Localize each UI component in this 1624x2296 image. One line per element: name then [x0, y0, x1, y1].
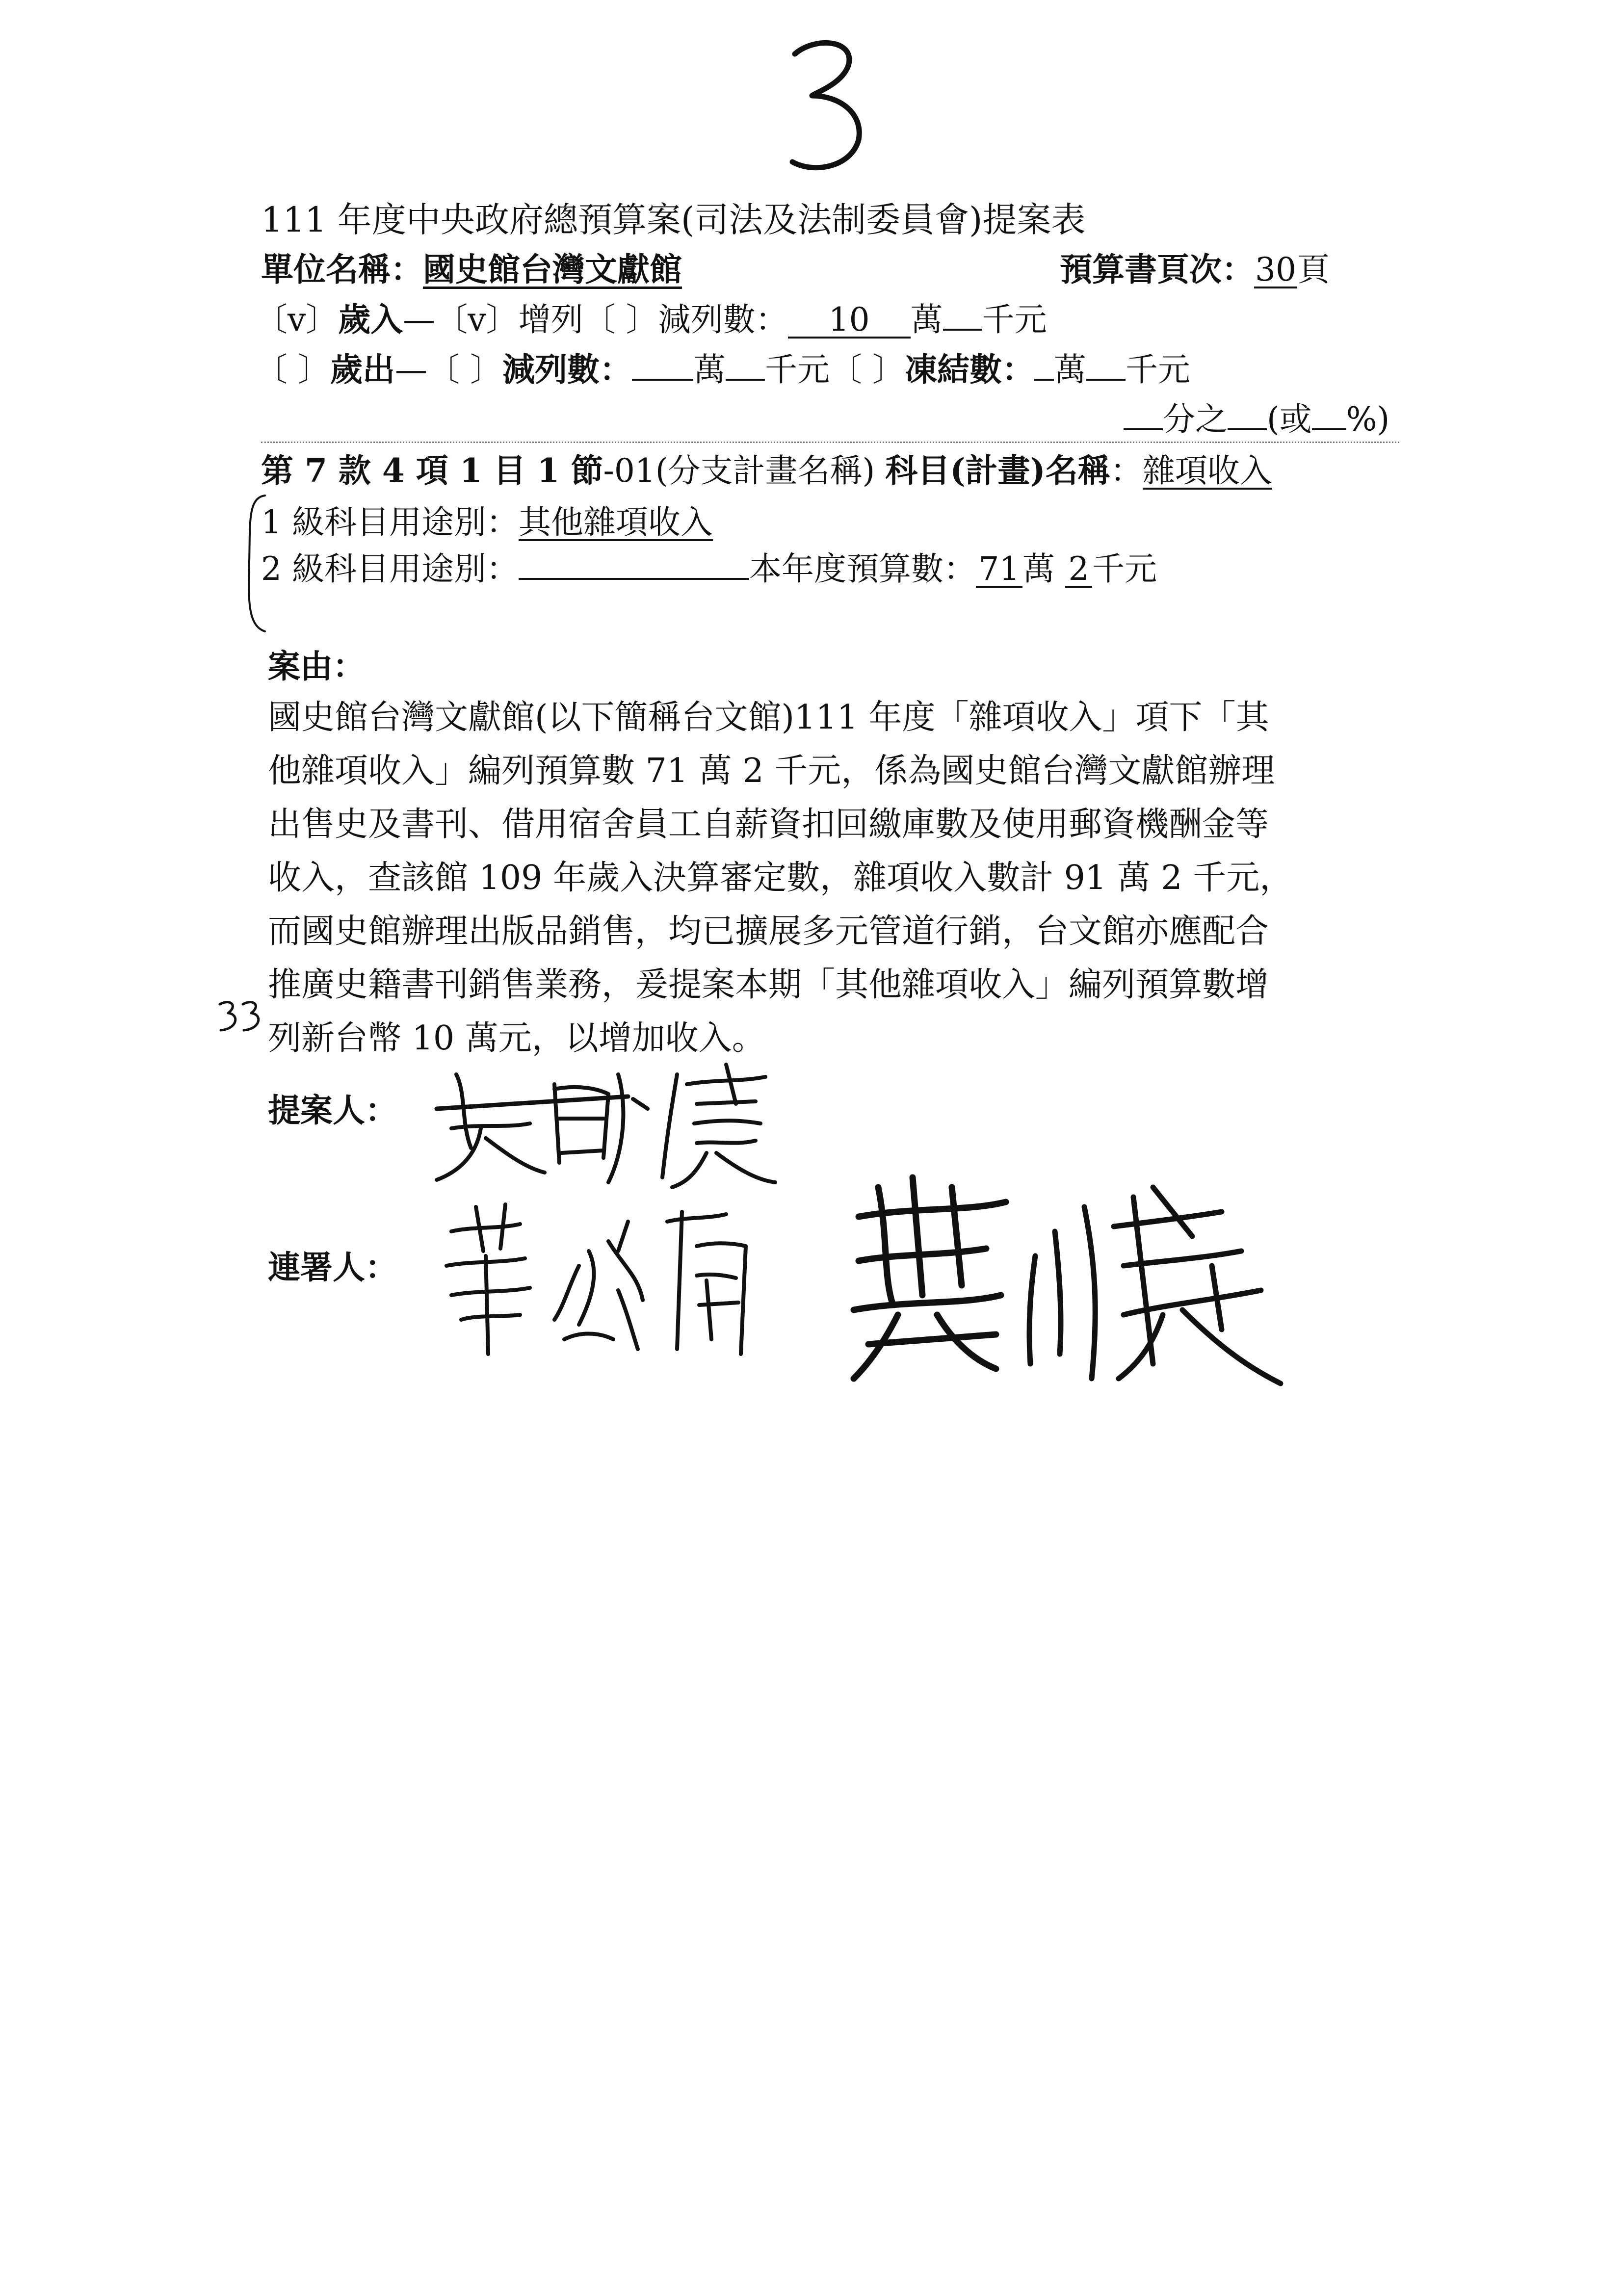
expense-decrease-label: 減列數： — [502, 350, 632, 389]
account-line — [261, 451, 1272, 490]
reason-heading: 案由： — [268, 647, 365, 685]
budget-label: 本年度預算數： — [749, 550, 976, 588]
reason-line: 收入，查該館 109 年歲入決算審定數，雜項收入數計 91 萬 2 千元， — [268, 859, 1293, 897]
freeze-checkbox: 〔 〕 — [829, 351, 905, 389]
fraction-label: 分之 — [1163, 400, 1228, 438]
percent-blank — [1312, 428, 1346, 430]
cosigner-signature-2 — [839, 1168, 1305, 1403]
budget-page-label: 預算書頁次： — [1060, 250, 1254, 288]
budget-qian-unit: 千元 — [1092, 550, 1157, 588]
freeze-qian-unit: 千元 — [1125, 351, 1190, 389]
freeze-qian-blank — [1086, 379, 1126, 381]
revenue-dash: — — [403, 301, 436, 339]
level2-line — [261, 552, 1157, 588]
unit-name: 國史館台灣文獻館 — [423, 250, 682, 288]
subject-label: 科目(計畫)名稱 — [885, 451, 1110, 490]
expense-checkbox: 〔 〕 — [255, 351, 330, 389]
level1-line — [261, 505, 713, 541]
percent-label: %) — [1346, 400, 1390, 438]
increase-label: 增列 — [518, 301, 583, 339]
account-code: -01(分支計畫名稱) — [603, 452, 875, 490]
unit-label: 單位名稱： — [261, 250, 423, 288]
handwritten-margin-note — [216, 998, 270, 1038]
subject-colon: ： — [1110, 452, 1143, 490]
reason-line: 列新台幣 10 萬元，以增加收入。 — [268, 1019, 765, 1058]
fraction-denominator-blank — [1228, 428, 1267, 430]
level2-value-blank — [519, 578, 749, 580]
budget-page-suffix: 頁 — [1297, 251, 1330, 288]
expense-line — [255, 350, 1190, 389]
fraction-line — [1124, 400, 1390, 438]
expense-label: 歲出 — [330, 350, 395, 389]
reason-line: 推廣史籍書刊銷售業務，爰提案本期「其他雜項收入」編列預算數增 — [268, 965, 1269, 1004]
revenue-amount-qian-blank — [943, 329, 982, 331]
freeze-wan-blank — [1034, 379, 1054, 381]
fraction-numerator-blank — [1124, 428, 1163, 430]
budget-qian-value: 2 — [1065, 552, 1092, 588]
reason-line: 而國史館辦理出版品銷售，均已擴展多元管道行銷，台文館亦應配合 — [268, 912, 1269, 951]
unit-line — [261, 250, 682, 289]
decrease-label: 減列數： — [658, 301, 788, 339]
budget-page-value: 30 — [1254, 253, 1297, 288]
cosigner-label: 連署人： — [268, 1248, 397, 1286]
level1-value: 其他雜項收入 — [518, 503, 713, 541]
budget-wan-value: 71 — [976, 552, 1022, 588]
expense-wan-unit: 萬 — [693, 351, 726, 389]
revenue-label: 歲入 — [338, 300, 403, 339]
qian-unit: 千元 — [982, 301, 1047, 339]
form-title: 111 年度中央政府總預算案(司法及法制委員會)提案表 — [261, 200, 1086, 240]
proposer-signature — [422, 1055, 790, 1192]
freeze-label: 凍結數： — [904, 350, 1034, 389]
reason-line: 國史館台灣文獻館(以下簡稱台文館)111 年度「雜項收入」項下「其 — [268, 698, 1269, 737]
section-separator — [261, 442, 1399, 443]
wan-unit: 萬 — [910, 301, 943, 339]
proposer-label: 提案人： — [268, 1091, 397, 1129]
reason-line: 出售史及書刊、借用宿舍員工自薪資扣回繳庫數及使用郵資機酬金等 — [268, 805, 1269, 844]
or-label: (或 — [1267, 400, 1312, 438]
subject-value: 雜項收入 — [1142, 452, 1272, 490]
account-prefix: 第 7 款 4 項 1 目 1 節 — [261, 451, 603, 490]
budget-page-ref — [1060, 250, 1330, 288]
expense-dash: — — [394, 351, 427, 389]
reason-line: 他雜項收入」編列預算數 71 萬 2 千元，係為國史館台灣文獻館辦理 — [268, 752, 1275, 790]
increase-checkbox: 〔v〕 — [435, 301, 519, 339]
revenue-checkbox: 〔v〕 — [255, 301, 339, 339]
expense-decrease-checkbox: 〔 〕 — [427, 351, 502, 389]
budget-wan-unit: 萬 — [1022, 550, 1055, 588]
expense-qian-blank — [726, 379, 765, 381]
expense-qian-unit: 千元 — [764, 351, 830, 389]
reason-paragraph — [268, 691, 1293, 1065]
freeze-wan-unit: 萬 — [1053, 351, 1086, 389]
handwritten-page-number — [785, 34, 873, 177]
cosigner-signature-1 — [432, 1192, 785, 1379]
expense-wan-blank — [632, 379, 693, 381]
level2-label: 2 級科目用途別： — [261, 550, 519, 588]
level1-label: 1 級科目用途別： — [261, 503, 519, 541]
decrease-checkbox: 〔 〕 — [583, 301, 658, 339]
revenue-amount-wan: 10 — [788, 303, 911, 339]
revenue-line — [255, 300, 1047, 339]
